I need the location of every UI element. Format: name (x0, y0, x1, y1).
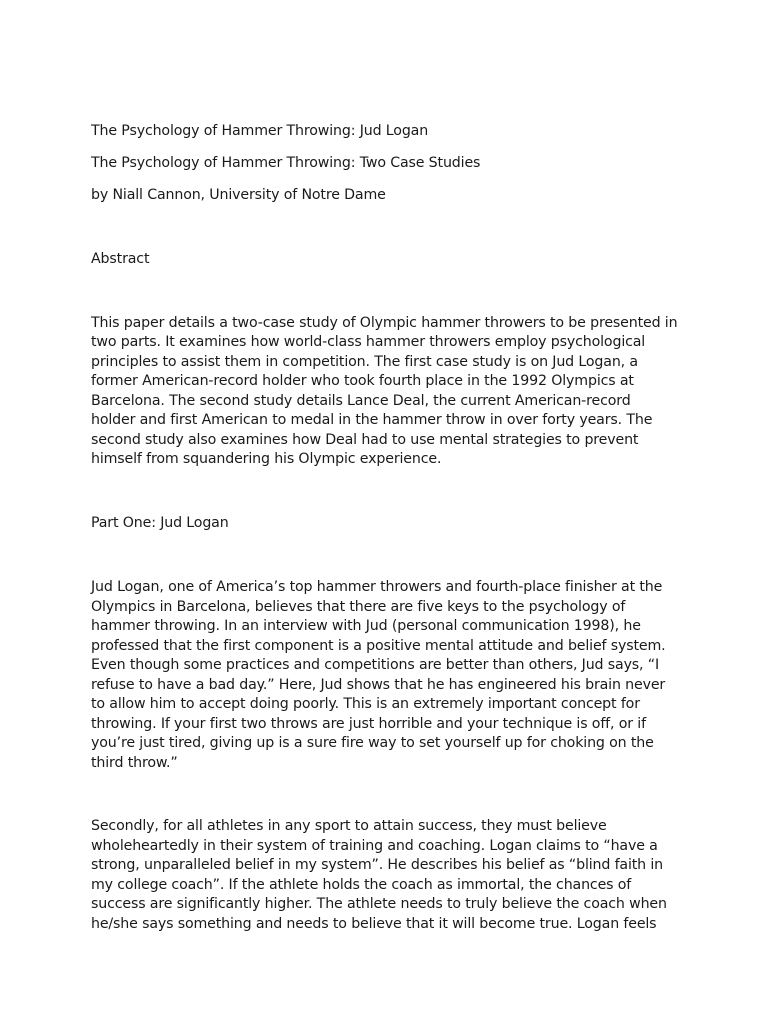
part-one-heading: Part One: Jud Logan (91, 515, 229, 531)
abstract-line: two parts. It examines how world-class hammer throwers employ psychological (91, 334, 646, 350)
abstract-paragraph (91, 314, 681, 470)
paragraph-line: Olympics in Barcelona, believes that there are five keys to the psychology of (91, 598, 626, 615)
paragraph-line: Secondly, for all athletes in any sport to attain success, they must believe (91, 818, 607, 834)
abstract-line: former American-record holder who took fourth place in the 1992 Olympics at (91, 373, 634, 389)
paragraph-line: wholeheartedly in their system of training and coaching. Logan claims to “have a (91, 837, 658, 854)
paragraph-line: professed that the first component is a positive mental attitude and belief system. (91, 637, 666, 654)
paragraph-line: my college coach”. If the athlete holds the coach as immortal, the chances of (91, 876, 632, 893)
body-paragraph-2 (91, 817, 681, 934)
author-byline: by Niall Cannon, University of Notre Dame (91, 187, 386, 203)
abstract-line: second study also examines how Deal had to use mental strategies to prevent (91, 431, 639, 448)
paragraph-line: he/she says something and needs to believe that it will become true. Logan feels (91, 915, 657, 932)
paragraph-line: strong, unparalleled belief in my system”. He describes his belief as “blind faith in (91, 857, 664, 873)
abstract-line: Barcelona. The second study details Lance Deal, the current American-record (91, 392, 631, 409)
paragraph-line: you’re just tired, giving up is a sure fire way to set yourself up for choking on the (91, 735, 654, 751)
abstract-line: This paper details a two-case study of Olympic hammer throwers to be presented in (91, 314, 678, 331)
title-line-2: The Psychology of Hammer Throwing: Two Case Studies (91, 155, 481, 171)
document-page (91, 122, 681, 934)
body-paragraph-1 (91, 578, 681, 773)
abstract-line: himself from squandering his Olympic experience. (91, 451, 442, 467)
title-line-1: The Psychology of Hammer Throwing: Jud Logan (91, 123, 429, 139)
abstract-line: principles to assist them in competition. The first case study is on Jud Logan, a (91, 353, 638, 370)
abstract-heading: Abstract (91, 250, 150, 267)
paragraph-line: Even though some practices and competitions are better than others, Jud says, “I (91, 657, 660, 673)
paragraph-line: throwing. If your first two throws are just horrible and your technique is off, or if (91, 715, 646, 732)
paragraph-line: to allow him to accept doing poorly. This is an extremely important concept for (91, 696, 640, 712)
abstract-line: holder and first American to medal in the hammer throw in over forty years. The (91, 412, 653, 428)
paragraph-line: refuse to have a bad day.” Here, Jud shows that he has engineered his brain never (91, 676, 666, 693)
paragraph-line: Jud Logan, one of America’s top hammer throwers and fourth-place finisher at the (91, 579, 663, 595)
paragraph-line: third throw.” (91, 754, 178, 771)
paragraph-line: hammer throwing. In an interview with Jud (personal communication 1998), he (91, 618, 641, 634)
paragraph-line: success are significantly higher. The athlete needs to truly believe the coach when (91, 896, 667, 912)
